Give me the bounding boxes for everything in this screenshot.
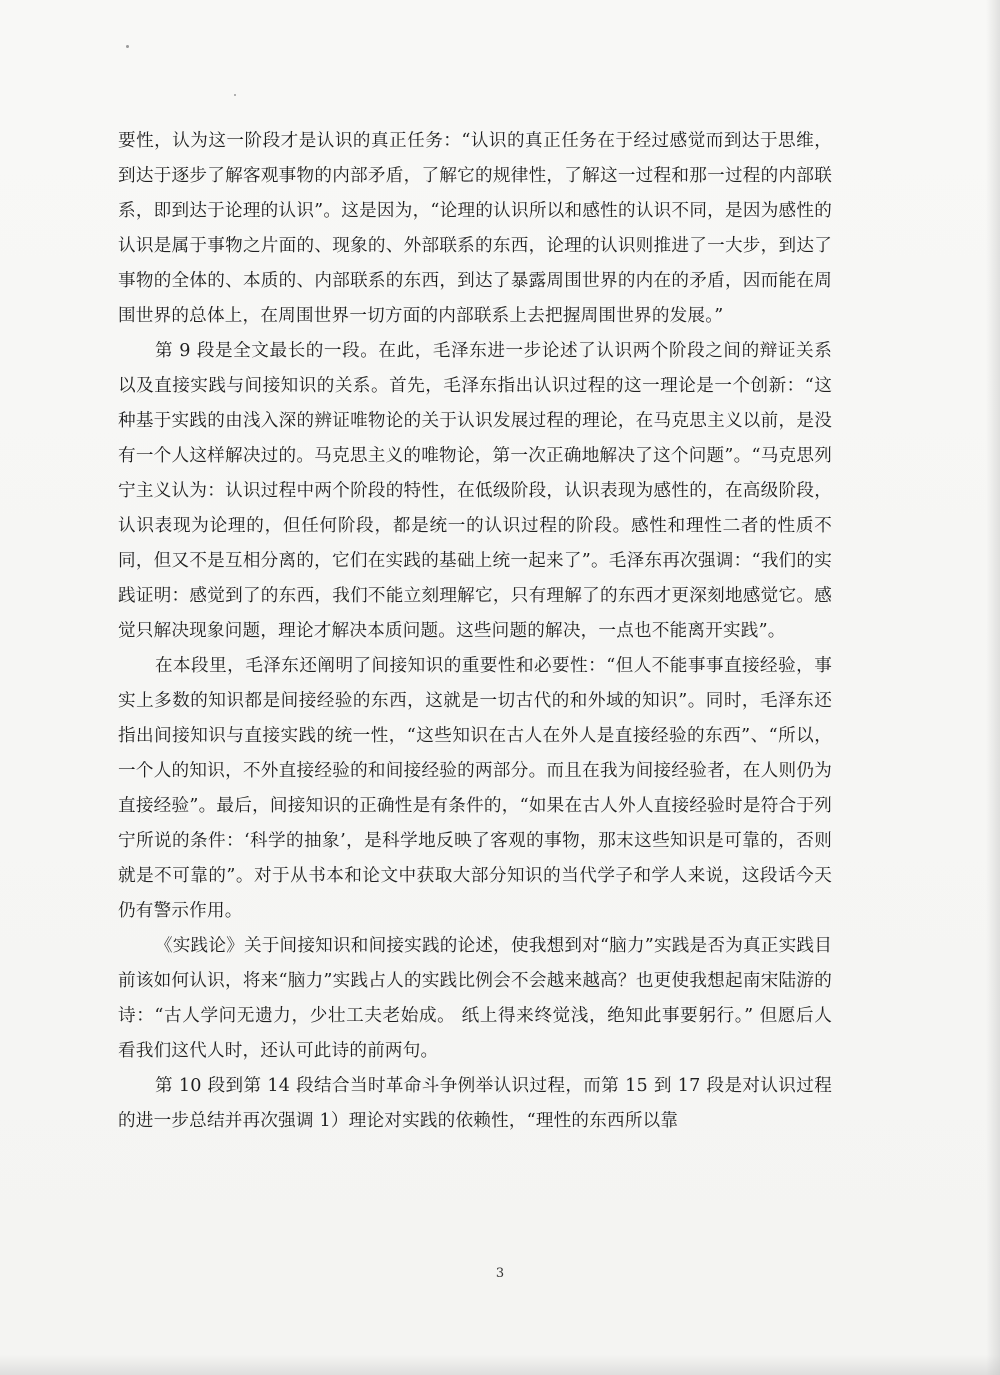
paragraph-2: 第 9 段是全文最长的一段。在此，毛泽东进一步论述了认识两个阶段之间的辩证关系以及直接实践与间接知识的关系。首先，毛泽东指出认识过程的这一理论是一个创新：“这种基于实践的由浅入深的辨证唯物论的关于认识发展过程的理论，在马克思主义以前，是没有一个人这样解决过的。马克思主义的唯物论，第一次正确地解决了这个问题”。“马克思列宁主义认为：认识过程中两个阶段的特性，在低级阶段，认识表现为感性的，在高级阶段，认识表现为论理的，但任何阶段，都是统一的认识过程的阶段。感性和理性二者的性质不同，但又不是互相分离的，它们在实践的基础上统一起来了”。毛泽东再次强调：“我们的实践证明：感觉到了的东西，我们不能立刻理解它，只有理解了的东西才更深刻地感觉它。感觉只解决现象问题，理论才解决本质问题。这些问题的解决，一点也不能离开实践”。 [118,341,832,641]
document-body [118,124,832,1139]
paragraph-1: 要性，认为这一阶段才是认识的真正任务：“认识的真正任务在于经过感觉而到达于思维，到达于逐步了解客观事物的内部矛盾，了解它的规律性，了解这一过程和那一过程的内部联系，即到达于论理的认识”。这是因为，“论理的认识所以和感性的认识不同，是因为感性的认识是属于事物之片面的、现象的、外部联系的东西，论理的认识则推进了一大步，到达了事物的全体的、本质的、内部联系的东西，到达了暴露周围世界的内在的矛盾，因而能在周围世界的总体上，在周围世界一切方面的内部联系上去把握周围世界的发展。” [118,131,832,326]
scan-edge-shadow-right [986,0,1000,1375]
scan-speck [234,94,236,96]
paragraph-5: 第 10 段到第 14 段结合当时革命斗争例举认识过程，而第 15 到 17 段是对认识过程的进一步总结并再次强调 1）理论对实践的依赖性，“理性的东西所以靠 [118,1076,832,1131]
paragraph-4: 《实践论》关于间接知识和间接实践的论述，使我想到对“脑力”实践是否为真正实践目前该如何认识，将来“脑力”实践占人的实践比例会不会越来越高？也更使我想起南宋陆游的诗：“古人学问无遗力，少壮工夫老始成。 纸上得来终觉浅，绝知此事要躬行。” 但愿后人看我们这代人时，还认可此诗的前两句。 [118,936,832,1061]
paragraph-3: 在本段里，毛泽东还阐明了间接知识的重要性和必要性：“但人不能事事直接经验，事实上多数的知识都是间接经验的东西，这就是一切古代的和外域的知识”。同时，毛泽东还指出间接知识与直接实践的统一性，“这些知识在古人在外人是直接经验的东西”、“所以，一个人的知识，不外直接经验的和间接经验的两部分。而且在我为间接经验者，在人则仍为直接经验”。最后，间接知识的正确性是有条件的，“如果在古人外人直接经验时是符合于列宁所说的条件：‘科学的抽象’，是科学地反映了客观的事物，那末这些知识是可靠的，否则就是不可靠的”。对于从书本和论文中获取大部分知识的当代学子和学人来说，这段话今天仍有警示作用。 [118,656,832,921]
scan-speck [126,45,129,48]
scan-edge-shadow-bottom [0,1355,1000,1375]
page-number: 3 [495,1266,505,1281]
